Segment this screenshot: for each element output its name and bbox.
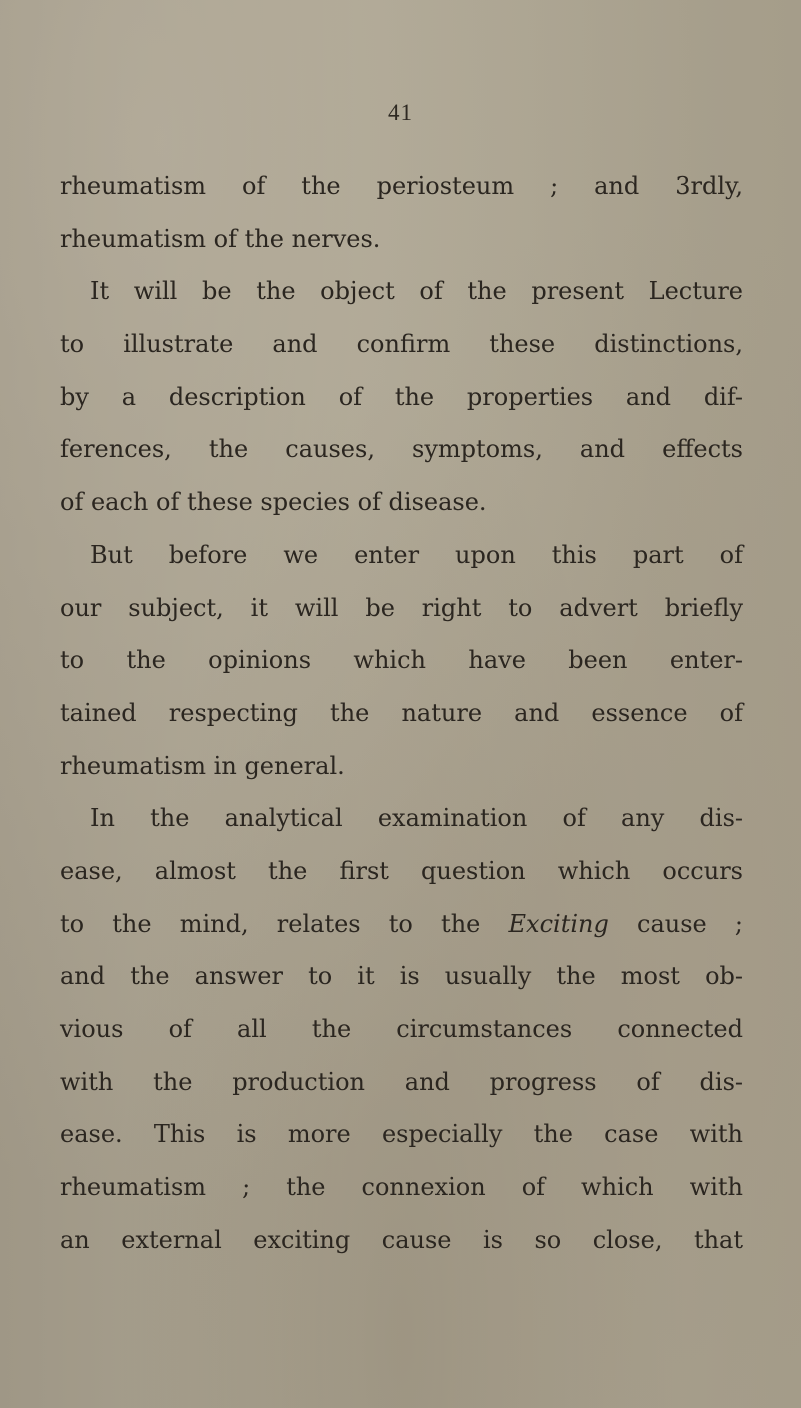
italic-text: Exciting: [508, 909, 609, 938]
page-number: 41: [388, 100, 413, 125]
text-line: ferences, the causes, symptoms, and effects: [60, 435, 743, 464]
text-line: ease, almost the first question which occurs: [60, 856, 743, 885]
text-line: In the analytical examination of any dis-: [90, 804, 743, 833]
text-segment: cause ;: [608, 909, 743, 938]
text-line: our subject, it will be right to advert briefly: [60, 593, 743, 622]
text-line: rheumatism of the periosteum ; and 3rdly,: [60, 172, 743, 200]
text-line: with the production and progress of dis-: [60, 1067, 743, 1096]
text-line: rheumatism ; the connexion of which with: [60, 1173, 743, 1202]
body-text: [60, 160, 743, 1266]
text-line: But before we enter upon this part of: [90, 540, 743, 569]
text-line: and the answer to it is usually the most ob-: [60, 962, 743, 991]
text-line: [60, 898, 743, 951]
text-line: vious of all the circumstances connected: [60, 1015, 743, 1043]
text-line: ease. This is more especially the case with: [60, 1120, 743, 1149]
text-line: It will be the object of the present Lecture: [90, 277, 743, 306]
text-line: to the opinions which have been enter-: [60, 646, 743, 675]
text-line: of each of these species of disease.: [60, 488, 487, 517]
text-line: rheumatism of the nerves.: [60, 224, 381, 253]
text-segment: to the mind, relates to the: [60, 909, 509, 938]
text-line: an external exciting cause is so close, that: [60, 1225, 743, 1254]
text-line: by a description of the properties and dif-: [60, 382, 743, 411]
text-line: rheumatism in general.: [60, 751, 345, 780]
text-line: to illustrate and confirm these distinctions,: [60, 330, 743, 359]
text-line: tained respecting the nature and essence of: [60, 698, 743, 727]
